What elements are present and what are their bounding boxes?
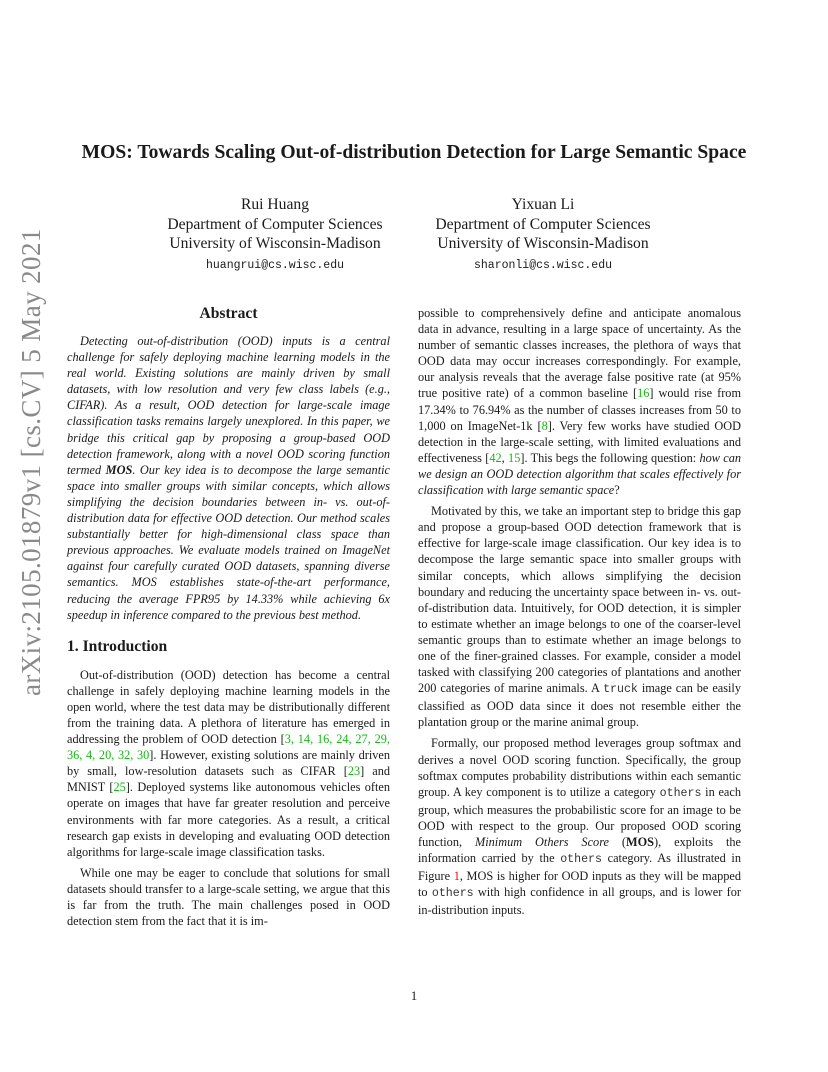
abstract-text: Detecting out-of-distribution (OOD) inputs is a central challenge for safely deploying machine learning models in the real world. Existing solutions are mainly driven by small datasets, with low resolution and very few class labels (e.g., CIFAR). As a result, OOD detection for large-scale image classification tasks remains largely unexplored. In this paper, we bridge this critical gap by proposing a group-based OOD detection framework, along with a novel OOD scoring function termed MOS. Our key idea is to decompose the large semantic space into smaller groups with similar concepts, which allows simplifying the decision boundaries between in- vs. out-of-distribution data for effective OOD detection. Our method scales substantially better for high-dimensional class space than previous approaches. We evaluate models trained on ImageNet against four carefully curated OOD datasets, spanning diverse semantics. MOS establishes state-of-the-art performance, reducing the average FPR95 by 14.33% while achieving 6x speedup in inference compared to the previous best method. [67, 334, 390, 622]
citation-link[interactable]: 15 [508, 450, 521, 465]
citation-link[interactable]: 23 [347, 764, 361, 779]
paper-title: MOS: Towards Scaling Out-of-distribution Detection for Large Semantic Space [81, 142, 747, 163]
figure-link[interactable]: 1 [453, 869, 460, 884]
author-university: University of Wisconsin-Madison [437, 235, 649, 252]
author-name: Yixuan Li [511, 196, 575, 213]
intro-paragraph-5: Formally, our proposed method leverages group softmax and derives a novel OOD scoring function. Specifically, the group softmax computes probability distributions within each semantic group. A key component is to utilize a category others in each group, which measures the probabilistic score for an image to be OOD with respect to the group. Our proposed OOD scoring function, Minimum Others Score (MOS), exploits the information carried by the others category. As illustrated in Figure 1, MOS is higher for OOD inputs as they will be mapped to others with high confidence in all groups, and is lower for in-distribution inputs. [418, 736, 741, 918]
author-email[interactable]: huangrui@cs.wisc.edu [205, 258, 345, 272]
author-block-2 [408, 195, 678, 275]
citation-link[interactable]: 8 [541, 418, 548, 433]
author-university: University of Wisconsin-Madison [169, 235, 381, 252]
author-name: Rui Huang [240, 196, 309, 213]
author-email[interactable]: sharonli@cs.wisc.edu [473, 258, 613, 272]
page-number: 1 [410, 989, 418, 1003]
citation-link[interactable]: 25 [113, 780, 126, 795]
citation-link[interactable]: 16 [637, 386, 650, 401]
author-department: Department of Computer Sciences [435, 215, 651, 233]
left-column [67, 305, 390, 934]
intro-paragraph-2: While one may be eager to conclude that solutions for small datasets should transfer to a large-scale setting, we argue that this is far from the truth. The main challenges posed in OOD detection stem from the fact that it is im- [67, 865, 390, 929]
arxiv-identifier: arXiv:2105.01879v1 [cs.CV] 5 May 2021 [16, 228, 46, 696]
author-block-1 [140, 195, 410, 275]
intro-paragraph-3: possible to comprehensively define and anticipate anomalous data in advance, resulting in a large space of uncertainty. As the number of semantic classes increases, the plethora of ways that OOD data may occur increases correspondingly. For example, our analysis reveals that the average false positive rate (at 95% true positive rate) of a common baseline [16] would rise from 17.34% to 76.94% as the number of classes increases from 50 to 1,000 on ImageNet-1k [8]. Very few works have studied OOD detection in the large-scale setting, with limited evaluations and effectiveness [42, 15]. This begs the following question: how can we design an OOD detection algorithm that scales effectively for classification with large semantic space? [418, 306, 742, 498]
author-department: Department of Computer Sciences [167, 215, 383, 233]
intro-paragraph-1: Out-of-distribution (OOD) detection has become a central challenge in safely deploying machine learning models in the open world, where the test data may be distributionally different from the training data. A plethora of literature has emerged in addressing the problem of OOD detection [3, 14, 16, 24, 27, 29, 36, 4, 20, 32, 30]. However, existing solutions are mainly driven by small, low-resolution datasets such as CIFAR [23] and MNIST [25]. Deployed systems like autonomous vehicles often operate on images that have far greater resolution and perceive environments with far more categories. As a result, a critical research gap exists in developing and evaluating OOD detection algorithms for large-scale image classification tasks. [67, 667, 390, 859]
citation-link[interactable]: 3, 14, 16, 24, 27, 29, 36, 4, 20, 32, 30 [67, 732, 390, 763]
intro-paragraph-4: Motivated by this, we take an important step to bridge this gap and propose a group-based OOD detection framework that is effective for large-scale image classification. Our key idea is to decompose the large semantic space into smaller groups with similar concepts, which allows simplifying the decision boundary and reducing the uncertainty space between in- vs. out-of-distribution data. Intuitively, for OOD detection, it is simpler to estimate whether an image belongs to one of the coarser-level semantic groups than to estimate whether an image belongs to one of the finer-grained classes. For example, consider a model tasked with classifying 200 categories of plantations and another 200 categories of marine animals. A truck image can be easily classified as OOD data since it does not resemble either the plantation group or the marine animal group. [418, 504, 741, 730]
section-heading-introduction: 1. Introduction [67, 637, 168, 655]
right-column [418, 305, 741, 923]
citation-link[interactable]: 42 [489, 450, 502, 465]
abstract-heading: Abstract [199, 305, 258, 322]
